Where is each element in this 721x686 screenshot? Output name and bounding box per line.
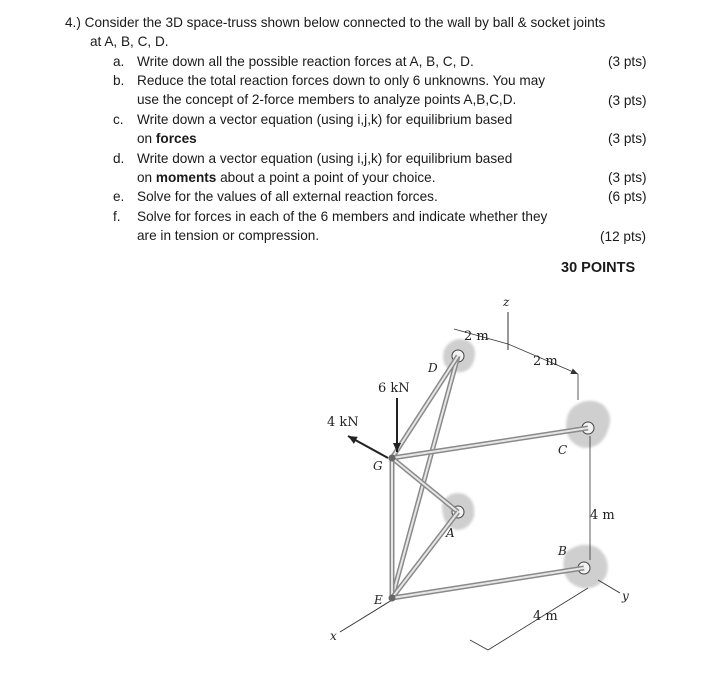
joint-a-label: A [446,526,455,540]
part-c-bold: forces [155,131,197,146]
z-axis-label: z [503,295,510,309]
part-b-text-2: use the concept of 2-force members to analyze points A,B,C,D. [137,92,517,107]
part-b-points: (3 pts) [608,93,647,108]
part-c-letter: c. [113,112,124,127]
dim-label-right: 4 m [590,508,615,523]
question-intro-line-2: at A, B, C, D. [90,34,169,49]
y-axis-line [598,580,620,593]
load-4kn-arrow [348,436,388,458]
dim-label-bottom: 4 m [533,609,558,624]
member-eb-highlight [392,568,584,598]
total-points: 30 POINTS [561,260,636,276]
member-ga-highlight [392,458,458,512]
truss-members [392,356,588,598]
part-a-letter: a. [113,54,125,69]
part-c-prefix: on [137,131,156,146]
dim-label-top-right: 2 m [533,354,558,369]
load-4kn-label: 4 kN [327,415,359,430]
joint-e-label: E [374,593,383,607]
part-e-text: Solve for the values of all external reaction forces. [137,189,438,204]
part-b-text-1: Reduce the total reaction forces down to only 6 unknowns. You may [137,73,546,88]
joint-d-label: D [428,361,438,375]
dim-line-bottom-tick [470,640,488,650]
part-d-suffix: about a point a point of your choice. [216,170,436,185]
question-number: 4.) [65,15,81,30]
joint-c-label: C [558,443,568,457]
y-axis-label: y [622,589,629,603]
joint-b-label: B [558,544,567,558]
joint-e [389,595,396,602]
part-f-points: (12 pts) [600,229,647,244]
joint-g [389,455,396,462]
part-e-letter: e. [113,189,125,204]
part-c-points: (3 pts) [608,131,647,146]
joint-g-label: G [373,459,383,473]
dim-label-top-left: 2 m [464,329,489,344]
part-f-text-2: are in tension or compression. [137,228,320,243]
part-a-text: Write down all the possible reaction forces at A, B, C, D. [137,54,474,69]
load-6kn-label: 6 kN [378,381,410,396]
member-dg-highlight [392,356,458,458]
part-d-bold: moments [155,170,217,185]
part-d-text-1: Write down a vector equation (using i,j,k) for equilibrium based [137,151,513,166]
part-a-points: (3 pts) [608,54,647,69]
part-d-letter: d. [113,151,125,166]
x-axis-label: x [330,629,337,643]
part-c-text-1: Write down a vector equation (using i,j,k) for equilibrium based [137,112,513,127]
question-intro-text: Consider the 3D space-truss shown below connected to the wall by ball & socket joints [84,15,606,30]
part-f-text-1: Solve for forces in each of the 6 members and indicate whether they [137,209,548,224]
part-d-points: (3 pts) [608,170,647,185]
part-b-letter: b. [113,73,125,88]
part-d-prefix: on [137,170,156,185]
part-e-points: (6 pts) [608,189,647,204]
wall-patch-c [566,401,610,448]
part-f-letter: f. [113,209,121,224]
x-axis-line [340,600,392,632]
